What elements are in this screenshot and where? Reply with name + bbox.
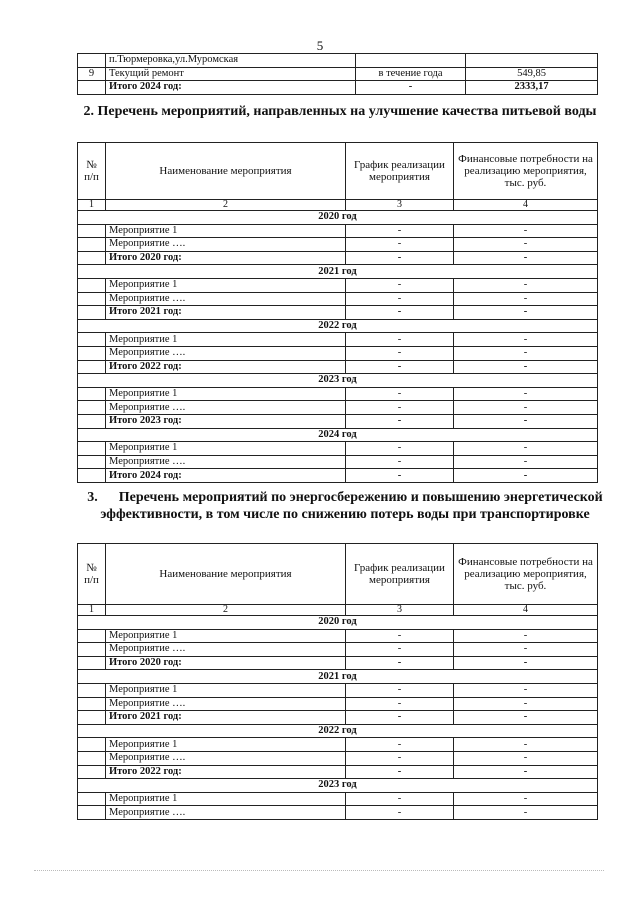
row-cost: - xyxy=(454,387,598,401)
row-name: Итого 2020 год: xyxy=(106,251,346,265)
row-num xyxy=(78,360,106,374)
row-num: 9 xyxy=(78,67,106,81)
row-num xyxy=(78,751,106,765)
row-num xyxy=(78,224,106,238)
row-name: Мероприятие 1 xyxy=(106,442,346,456)
row-num xyxy=(78,333,106,347)
row-schedule: - xyxy=(346,414,454,428)
table-row xyxy=(78,387,598,401)
year-label: 2020 год xyxy=(78,211,598,225)
row-cost: - xyxy=(454,251,598,265)
row-schedule: - xyxy=(346,306,454,320)
header-name: Наименование мероприятия xyxy=(106,544,346,605)
row-num xyxy=(78,711,106,725)
table-header-row xyxy=(78,143,598,200)
table-header-row xyxy=(78,544,598,605)
table-row xyxy=(78,333,598,347)
table-row xyxy=(78,306,598,320)
row-name: Мероприятие 1 xyxy=(106,333,346,347)
row-schedule: - xyxy=(346,806,454,820)
row-cost: 549,85 xyxy=(466,67,598,81)
row-num xyxy=(78,387,106,401)
year-label: 2021 год xyxy=(78,265,598,279)
row-schedule: - xyxy=(356,81,466,95)
table-row xyxy=(78,414,598,428)
header-cost: Финансовые потребности на реализацию мероприятия, тыс. руб. xyxy=(454,143,598,200)
header-schedule: График реализации мероприятия xyxy=(346,544,454,605)
table-row xyxy=(78,251,598,265)
row-cost: - xyxy=(454,751,598,765)
row-name: п.Тюрмеровка,ул.Муромская xyxy=(106,54,356,68)
row-name: Итого 2021 год: xyxy=(106,711,346,725)
column-number: 1 xyxy=(78,200,106,211)
table-row xyxy=(78,643,598,657)
header-schedule: График реализации мероприятия xyxy=(346,143,454,200)
row-name: Мероприятие …. xyxy=(106,292,346,306)
row-schedule: - xyxy=(346,238,454,252)
row-schedule: - xyxy=(346,711,454,725)
row-cost: - xyxy=(454,792,598,806)
table-row xyxy=(78,629,598,643)
row-cost: - xyxy=(454,656,598,670)
row-name: Мероприятие …. xyxy=(106,401,346,415)
year-row xyxy=(78,616,598,630)
row-num xyxy=(78,278,106,292)
row-name: Текущий ремонт xyxy=(106,67,356,81)
table-row xyxy=(78,711,598,725)
column-number-row xyxy=(78,200,598,211)
row-cost: - xyxy=(454,238,598,252)
row-num xyxy=(78,469,106,483)
row-name: Мероприятие 1 xyxy=(106,683,346,697)
table-row xyxy=(78,765,598,779)
row-num xyxy=(78,455,106,469)
row-cost: - xyxy=(454,697,598,711)
row-cost: - xyxy=(454,333,598,347)
row-schedule: - xyxy=(346,278,454,292)
row-cost: - xyxy=(454,442,598,456)
table-row xyxy=(78,401,598,415)
row-name: Мероприятие 1 xyxy=(106,224,346,238)
row-schedule: - xyxy=(346,792,454,806)
row-schedule: - xyxy=(346,346,454,360)
year-row xyxy=(78,265,598,279)
table-row xyxy=(78,656,598,670)
section3-body xyxy=(78,544,598,820)
table-row xyxy=(78,455,598,469)
row-num xyxy=(78,629,106,643)
row-name: Мероприятие …. xyxy=(106,455,346,469)
row-name: Мероприятие 1 xyxy=(106,387,346,401)
row-name: Мероприятие …. xyxy=(106,238,346,252)
header-name: Наименование мероприятия xyxy=(106,143,346,200)
table-row xyxy=(78,738,598,752)
row-schedule: - xyxy=(346,751,454,765)
row-cost: - xyxy=(454,224,598,238)
row-cost: - xyxy=(454,806,598,820)
row-num xyxy=(78,656,106,670)
column-number: 3 xyxy=(346,200,454,211)
row-num xyxy=(78,306,106,320)
header-num: № п/п xyxy=(78,544,106,605)
row-num xyxy=(78,442,106,456)
table-row xyxy=(78,442,598,456)
row-name: Итого 2024 год: xyxy=(106,469,346,483)
row-num xyxy=(78,806,106,820)
row-schedule: в течение года xyxy=(356,67,466,81)
header-num: № п/п xyxy=(78,143,106,200)
row-schedule: - xyxy=(346,683,454,697)
row-num xyxy=(78,251,106,265)
section2-body xyxy=(78,143,598,483)
year-row xyxy=(78,319,598,333)
row-schedule: - xyxy=(346,643,454,657)
row-name: Итого 2022 год: xyxy=(106,360,346,374)
row-num xyxy=(78,414,106,428)
table-row xyxy=(78,238,598,252)
row-num xyxy=(78,792,106,806)
row-name: Итого 2024 год: xyxy=(106,81,356,95)
row-cost: - xyxy=(454,292,598,306)
row-num xyxy=(78,54,106,68)
column-number: 3 xyxy=(346,605,454,616)
row-num xyxy=(78,643,106,657)
row-name: Итого 2020 год: xyxy=(106,656,346,670)
row-cost: - xyxy=(454,306,598,320)
row-schedule: - xyxy=(346,765,454,779)
row-schedule: - xyxy=(346,360,454,374)
column-number: 4 xyxy=(454,200,598,211)
table-row xyxy=(78,683,598,697)
year-row xyxy=(78,211,598,225)
column-number: 2 xyxy=(106,200,346,211)
row-name: Итого 2021 год: xyxy=(106,306,346,320)
row-schedule: - xyxy=(346,629,454,643)
top-table xyxy=(77,53,598,95)
table-row xyxy=(78,54,598,68)
section3-title: 3. Перечень мероприятий по энергосбережению и повышению энергетической эффективности, в том числе по снижению потерь воды при транспортировке xyxy=(87,490,603,522)
table-row xyxy=(78,469,598,483)
row-cost: - xyxy=(454,738,598,752)
table-row xyxy=(78,792,598,806)
column-number: 4 xyxy=(454,605,598,616)
column-number-row xyxy=(78,605,598,616)
row-name: Мероприятие …. xyxy=(106,697,346,711)
year-row xyxy=(78,724,598,738)
row-cost: - xyxy=(454,360,598,374)
row-cost: - xyxy=(454,455,598,469)
row-cost xyxy=(466,54,598,68)
row-schedule: - xyxy=(346,333,454,347)
row-schedule: - xyxy=(346,251,454,265)
row-cost: - xyxy=(454,643,598,657)
table-row xyxy=(78,292,598,306)
table-row xyxy=(78,346,598,360)
row-schedule: - xyxy=(346,697,454,711)
row-cost: - xyxy=(454,401,598,415)
row-num xyxy=(78,683,106,697)
column-number: 2 xyxy=(106,605,346,616)
year-label: 2022 год xyxy=(78,724,598,738)
section2-title: 2. Перечень мероприятий, направленных на улучшение качества питьевой воды xyxy=(83,104,597,119)
row-name: Мероприятие …. xyxy=(106,806,346,820)
page-number: 5 xyxy=(316,38,324,53)
row-schedule: - xyxy=(346,656,454,670)
year-label: 2024 год xyxy=(78,428,598,442)
row-cost: - xyxy=(454,765,598,779)
row-cost: - xyxy=(454,469,598,483)
year-label: 2023 год xyxy=(78,374,598,388)
year-row xyxy=(78,428,598,442)
row-num xyxy=(78,81,106,95)
row-name: Мероприятие 1 xyxy=(106,278,346,292)
row-cost: - xyxy=(454,683,598,697)
row-name: Мероприятие …. xyxy=(106,751,346,765)
year-row xyxy=(78,670,598,684)
table-row xyxy=(78,81,598,95)
section3-table xyxy=(77,543,598,820)
row-num xyxy=(78,401,106,415)
year-label: 2023 год xyxy=(78,779,598,793)
row-name: Мероприятие …. xyxy=(106,643,346,657)
row-schedule: - xyxy=(346,292,454,306)
row-name: Мероприятие 1 xyxy=(106,792,346,806)
row-schedule: - xyxy=(346,738,454,752)
table-row xyxy=(78,67,598,81)
row-num xyxy=(78,346,106,360)
table-row xyxy=(78,697,598,711)
section2-table xyxy=(77,142,598,483)
row-cost: - xyxy=(454,629,598,643)
row-name: Итого 2023 год: xyxy=(106,414,346,428)
row-num xyxy=(78,765,106,779)
row-num xyxy=(78,697,106,711)
row-name: Итого 2022 год: xyxy=(106,765,346,779)
row-schedule: - xyxy=(346,442,454,456)
column-number: 1 xyxy=(78,605,106,616)
table-row xyxy=(78,806,598,820)
page-footer-line xyxy=(34,870,604,873)
year-label: 2022 год xyxy=(78,319,598,333)
row-name: Мероприятие …. xyxy=(106,346,346,360)
row-cost: - xyxy=(454,278,598,292)
row-num xyxy=(78,738,106,752)
header-cost: Финансовые потребности на реализацию мероприятия, тыс. руб. xyxy=(454,544,598,605)
row-schedule xyxy=(356,54,466,68)
table-row xyxy=(78,224,598,238)
row-schedule: - xyxy=(346,387,454,401)
row-schedule: - xyxy=(346,224,454,238)
row-num xyxy=(78,238,106,252)
year-label: 2020 год xyxy=(78,616,598,630)
row-cost: - xyxy=(454,414,598,428)
row-cost: - xyxy=(454,346,598,360)
row-schedule: - xyxy=(346,401,454,415)
row-num xyxy=(78,292,106,306)
row-schedule: - xyxy=(346,455,454,469)
row-cost: - xyxy=(454,711,598,725)
row-name: Мероприятие 1 xyxy=(106,738,346,752)
year-label: 2021 год xyxy=(78,670,598,684)
table-row xyxy=(78,751,598,765)
row-schedule: - xyxy=(346,469,454,483)
row-cost: 2333,17 xyxy=(466,81,598,95)
row-name: Мероприятие 1 xyxy=(106,629,346,643)
year-row xyxy=(78,779,598,793)
table-row xyxy=(78,278,598,292)
table-row xyxy=(78,360,598,374)
year-row xyxy=(78,374,598,388)
